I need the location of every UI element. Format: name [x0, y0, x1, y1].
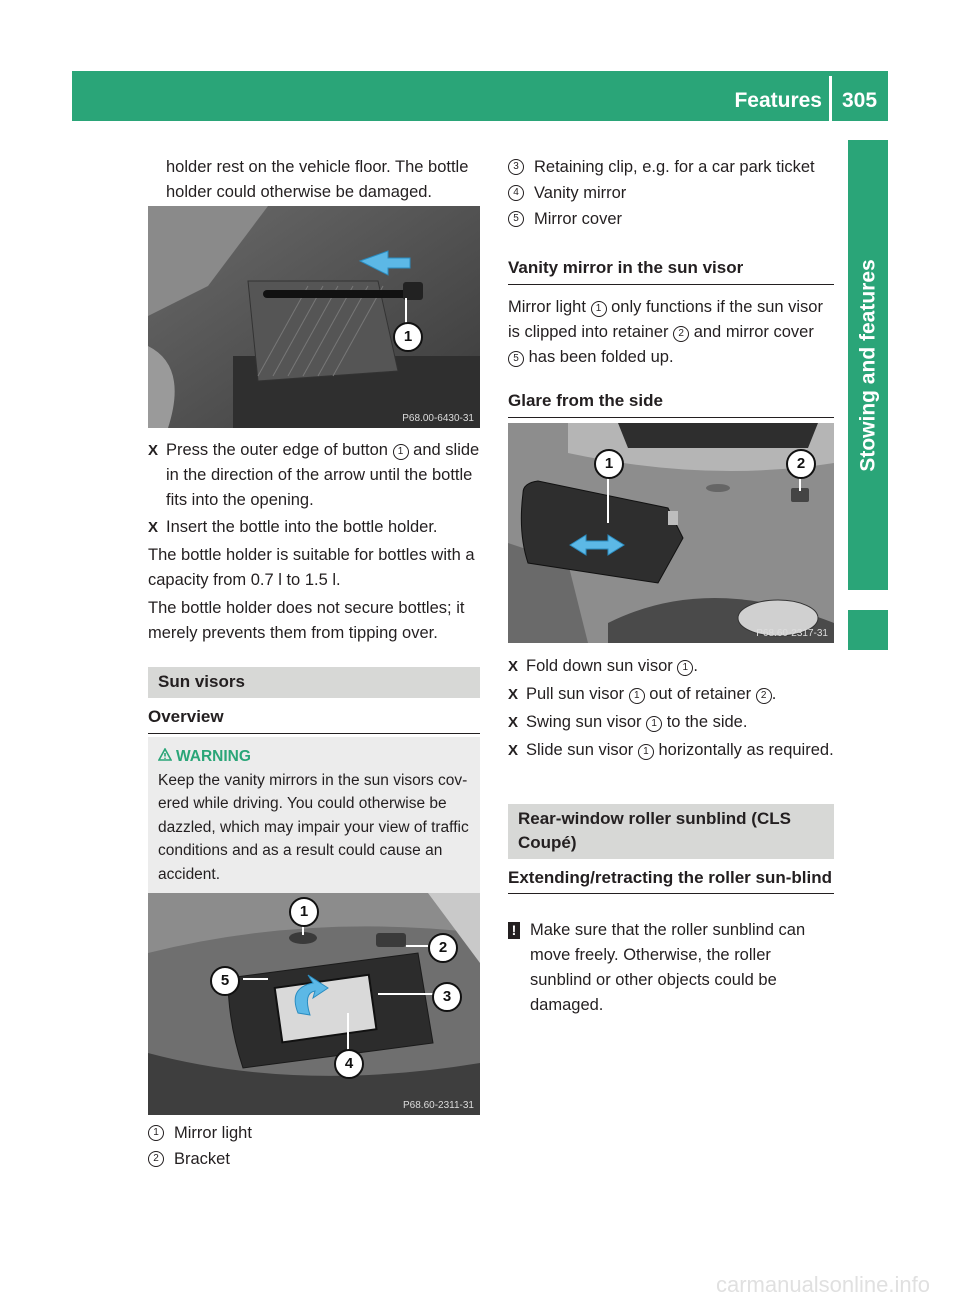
section-roller-sunblind: Rear-window roller sunblind (CLS Coupé): [508, 804, 834, 859]
bottle-holder-steps: [148, 438, 480, 646]
step-text: Swing sun visor: [526, 713, 647, 731]
figure-callout-2: 2: [786, 449, 816, 479]
step-press-button: [148, 438, 480, 513]
figure-callout-3: 3: [432, 982, 462, 1012]
watermark: carmanualsonline.info: [715, 1272, 930, 1297]
legend-item: [148, 1147, 480, 1172]
heading-overview: Overview: [148, 704, 480, 734]
legend-label: Vanity mirror: [534, 184, 627, 202]
warning-box: [148, 737, 480, 896]
side-tab-text: Stowing and features: [856, 258, 880, 472]
callout-number-icon: 1: [646, 716, 662, 732]
bottle-holder-figure: [148, 206, 480, 428]
legend-list-col2: [508, 155, 834, 232]
glare-steps: [508, 654, 834, 763]
bottle-holder-illustration: [148, 206, 480, 428]
legend-item: [508, 181, 834, 206]
callout-number-icon: 1: [148, 1125, 164, 1141]
note-text: Make sure that the roller sunblind can move freely. Otherwise, the roller sunblind or other objects could be damaged.: [530, 921, 806, 1014]
text-run: has been folded up.: [528, 348, 674, 366]
heading-glare: Glare from the side: [508, 388, 834, 418]
step-text: Slide sun visor: [526, 741, 638, 759]
glare-illustration: [508, 423, 834, 643]
page-number: 305: [842, 89, 878, 112]
figure-callout-4: 4: [334, 1049, 364, 1079]
warning-title: [158, 745, 470, 769]
sun-visor-overview-figure: [148, 893, 480, 1115]
callout-number-icon: 1: [591, 301, 607, 317]
legend-item: [508, 207, 834, 232]
step-text: out of retainer: [644, 685, 756, 703]
legend-item: [148, 1121, 480, 1146]
callout-number-icon: 1: [638, 744, 654, 760]
step-text: Press the outer edge of button: [166, 441, 393, 459]
step-arrow-icon: X: [508, 742, 519, 759]
callout-number-icon: 2: [673, 326, 689, 342]
glare-figure: [508, 423, 834, 643]
step-text: and slide in the direction of the arrow until the bottle fits into the opening.: [166, 441, 480, 509]
step-item: [508, 738, 834, 763]
secure-paragraph: The bottle holder does not secure bottles; it merely prevents them from tipping over.: [148, 599, 465, 642]
figure-callout-1: 1: [393, 322, 423, 352]
step-arrow-icon: X: [148, 519, 159, 536]
figure-code: P68.60-2317-31: [756, 628, 828, 639]
step-insert-bottle: [148, 515, 480, 540]
figure-callout-5: 5: [210, 966, 240, 996]
callout-number-icon: 1: [629, 688, 645, 704]
figure-callout-2: 2: [428, 933, 458, 963]
header-divider: [829, 76, 832, 121]
vanity-mirror-paragraph: [508, 295, 834, 370]
vanity-mirror-text: [508, 295, 834, 370]
legend-label: Bracket: [174, 1150, 230, 1168]
legend-label: Retaining clip, e.g. for a car park ticket: [534, 158, 815, 176]
step-text: Fold down sun visor: [526, 657, 678, 675]
step-item: [508, 682, 834, 707]
figure-callout-1: 1: [594, 449, 624, 479]
text-run: Mirror light: [508, 298, 586, 316]
step-text: to the side.: [662, 713, 748, 731]
step-text: .: [771, 685, 777, 703]
callout-number-icon: 2: [756, 688, 772, 704]
page-section-title: Features: [734, 89, 822, 112]
step-arrow-icon: X: [508, 714, 519, 731]
step-item: [508, 654, 834, 679]
warning-text: Keep the vanity mirrors in the sun visors cov-ered while driving. You could otherwise be dazzled, which may impair your view of traffic conditions and as a result could cause an accident.: [158, 771, 469, 883]
note-item: [508, 918, 834, 1018]
figure-callout-1: 1: [289, 897, 319, 927]
heading-extending-retracting: Extending/retracting the roller sun-blind: [508, 866, 834, 894]
intro-paragraph: holder rest on the vehicle floor. The bottle holder could otherwise be damaged.: [166, 158, 469, 201]
callout-number-icon: 5: [508, 351, 524, 367]
step-item: [508, 710, 834, 735]
step-text: Insert the bottle into the bottle holder.: [166, 518, 438, 536]
figure-code: P68.60-2311-31: [403, 1100, 474, 1111]
heading-vanity-mirror: Vanity mirror in the sun visor: [508, 255, 834, 285]
warning-label: WARNING: [176, 748, 251, 765]
callout-number-icon: 3: [508, 159, 524, 175]
step-arrow-icon: X: [508, 658, 519, 675]
capacity-paragraph: The bottle holder is suitable for bottles with a capacity from 0.7 l to 1.5 l.: [148, 546, 475, 589]
legend-item: [508, 155, 834, 180]
callout-number-icon: 4: [508, 185, 524, 201]
side-tab-marker: [848, 610, 888, 650]
step-arrow-icon: X: [148, 442, 159, 459]
step-text: .: [693, 657, 698, 675]
legend-label: Mirror cover: [534, 210, 623, 228]
legend-label: Mirror light: [174, 1124, 252, 1142]
callout-number-icon: 2: [148, 1151, 164, 1167]
figure-code: P68.00-6430-31: [402, 413, 474, 424]
callout-number-icon: 1: [677, 660, 693, 676]
text-run: only functions if the sun visor is clipped into retainer: [508, 298, 823, 341]
side-tab-label: [848, 140, 888, 590]
warning-triangle-icon: [158, 745, 176, 769]
step-text: horizontally as required.: [653, 741, 834, 759]
intro-text: [148, 155, 480, 205]
sun-visor-illustration: [148, 893, 480, 1115]
text-run: and mirror cover: [693, 323, 814, 341]
legend-list-col1: [148, 1121, 480, 1172]
callout-number-icon: 1: [393, 444, 409, 460]
section-sun-visors: Sun visors: [148, 667, 480, 698]
step-arrow-icon: X: [508, 686, 519, 703]
callout-number-icon: 5: [508, 211, 524, 227]
step-text: Pull sun visor: [526, 685, 629, 703]
exclamation-icon: !: [508, 922, 520, 939]
roller-note: [508, 918, 834, 1018]
